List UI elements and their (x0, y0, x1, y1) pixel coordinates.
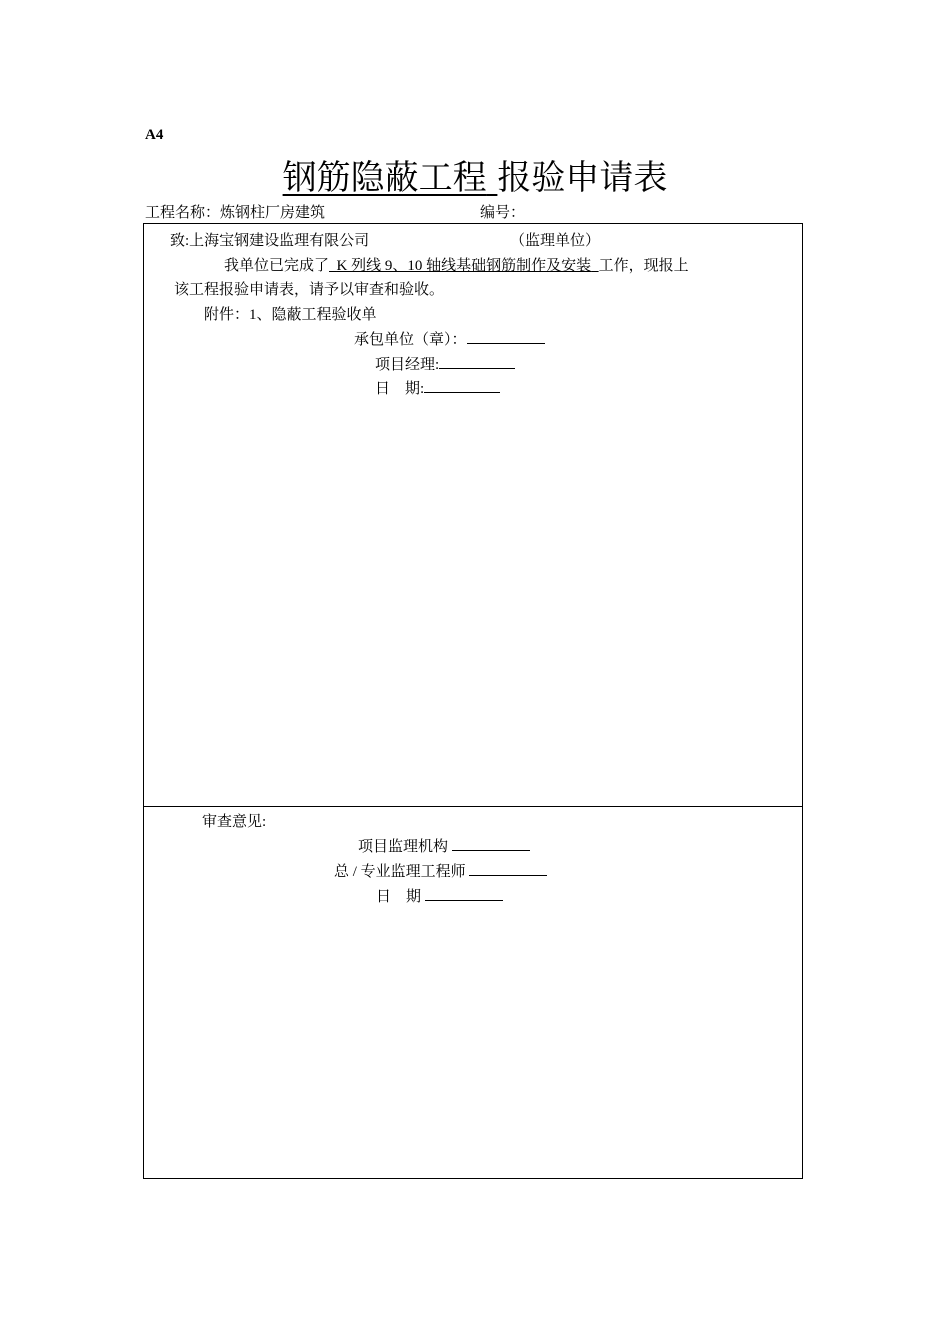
to-label: 致: (170, 233, 190, 249)
manager-line (375, 353, 515, 374)
addressee-line (170, 229, 369, 250)
to-role: （监理单位） (510, 233, 601, 249)
project-number-label: 编号： (480, 205, 526, 221)
application-section (143, 223, 803, 807)
agency-blank (452, 836, 530, 851)
completion-line-2: 该工程报验申请表，请予以审查和验收。 (174, 282, 445, 298)
agency-label: 项目监理机构 (358, 839, 449, 855)
review-date-line (376, 885, 503, 906)
contractor-line (354, 328, 545, 349)
manager-blank (439, 354, 515, 369)
title-rest: 报验申请表 (497, 158, 668, 198)
review-section (143, 806, 803, 1179)
engineer-line (334, 860, 547, 881)
completion-line (224, 254, 689, 275)
to-value: 上海宝钢建设监理有限公司 (189, 233, 370, 249)
project-name (145, 201, 325, 222)
form-code: A4 (145, 127, 164, 143)
attachment-line: 附件：1、隐蔽工程验收单 (204, 307, 377, 323)
agency-line (358, 835, 530, 856)
project-name-label: 工程名称： (145, 205, 221, 221)
completion-suffix: 工作，现报上 (598, 258, 689, 274)
review-opinion-label: 审查意见: (202, 814, 267, 830)
contractor-blank (467, 329, 545, 344)
review-date-label: 日 期 (376, 889, 422, 905)
completion-prefix: 我单位已完成了 (224, 258, 330, 274)
date-label: 日 期: (375, 381, 425, 397)
date-blank (424, 378, 500, 393)
page-title (0, 150, 950, 199)
review-date-blank (425, 886, 503, 901)
contractor-label: 承包单位（章）： (354, 332, 467, 348)
title-underlined-part: 钢筋隐蔽工程 (282, 158, 487, 198)
engineer-label: 总 / 专业监理工程师 (334, 864, 466, 880)
manager-label: 项目经理: (375, 357, 440, 373)
work-item: K 列线 9、10 轴线基础钢筋制作及安装 (336, 258, 592, 274)
date-line (375, 377, 500, 398)
project-name-value: 炼钢柱厂房建筑 (220, 205, 326, 221)
engineer-blank (469, 861, 547, 876)
